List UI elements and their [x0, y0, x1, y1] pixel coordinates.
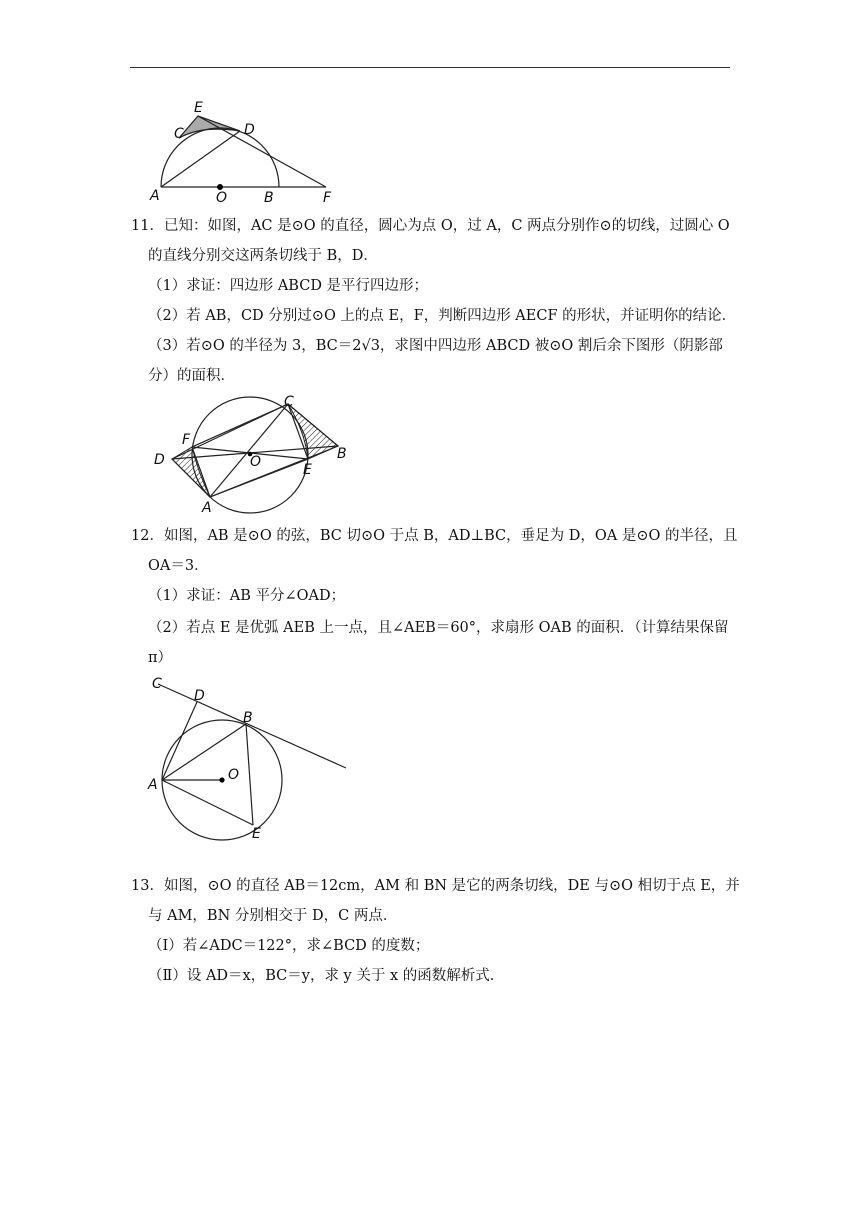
fig11-label-d: D	[154, 452, 165, 468]
fig11-label-a: A	[202, 500, 212, 516]
q12-part2-line2: π）	[148, 650, 173, 666]
q11-part3-line1: （3）若⊙O 的半径为 3，BC＝2√3，求图中四边形 ABCD 被⊙O 割后余下图形（阴影部	[148, 338, 723, 354]
figure-q11	[150, 392, 360, 517]
fig10-label-d: D	[244, 122, 255, 138]
q11-part1: （1）求证：四边形 ABCD 是平行四边形；	[148, 278, 429, 294]
fig12-label-o: O	[228, 767, 240, 783]
q12-part2-line1: （2）若点 E 是优弧 AEB 上一点，且∠AEB＝60°，求扇形 OAB 的面积．（计算结果保留	[148, 620, 729, 636]
fig11-label-b: B	[337, 446, 347, 462]
fig12-label-e: E	[252, 826, 261, 842]
q13-part2: （Ⅱ）设 AD＝x，BC＝y，求 y 关于 x 的函数解析式．	[148, 968, 505, 984]
q12-intro-line2: OA＝3．	[148, 558, 209, 574]
q11-intro-line2: 的直线分别交这两条切线于 B，D．	[148, 248, 378, 264]
header-rule	[130, 67, 730, 68]
fig10-label-e: E	[194, 100, 203, 116]
fig12-label-c: C	[152, 676, 162, 692]
fig12-label-b: B	[243, 710, 253, 726]
fig12-label-a: A	[148, 777, 158, 793]
fig11-label-o: O	[250, 454, 262, 470]
fig10-label-b: B	[264, 190, 274, 206]
figure-q12	[140, 672, 355, 842]
fig11-label-f: F	[182, 432, 191, 448]
q11-part3-line2: 分）的面积．	[148, 368, 235, 384]
fig11-label-c: C	[284, 394, 294, 410]
fig12-label-d: D	[194, 688, 205, 704]
fig10-label-a: A	[150, 188, 160, 204]
fig10-label-f: F	[323, 190, 332, 206]
fig10-label-o: O	[216, 190, 228, 206]
figure-q10	[140, 98, 350, 208]
q13-part1: （Ⅰ）若∠ADC＝122°，求∠BCD 的度数；	[148, 938, 430, 954]
q11-part2: （2）若 AB，CD 分别过⊙O 上的点 E，F，判断四边形 AECF 的形状，并证明你的结论．	[148, 308, 737, 324]
q13-intro-line2: 与 AM，BN 分别相交于 D，C 两点．	[148, 908, 398, 924]
q13-intro-line1: 13．如图，⊙O 的直径 AB＝12cm，AM 和 BN 是它的两条切线，DE 与⊙O 相切于点 E，并	[131, 878, 740, 894]
fig10-label-c: C	[174, 126, 184, 142]
q12-part1: （1）求证：AB 平分∠OAD；	[148, 588, 346, 604]
q11-intro-line1: 11．已知：如图，AC 是⊙O 的直径，圆心为点 O，过 A，C 两点分别作⊙的切线，过圆心 O	[131, 218, 730, 234]
fig11-label-e: E	[303, 462, 312, 478]
q12-intro-line1: 12．如图，AB 是⊙O 的弦，BC 切⊙O 于点 B，AD⊥BC，垂足为 D，OA 是⊙O 的半径，且	[131, 528, 738, 544]
